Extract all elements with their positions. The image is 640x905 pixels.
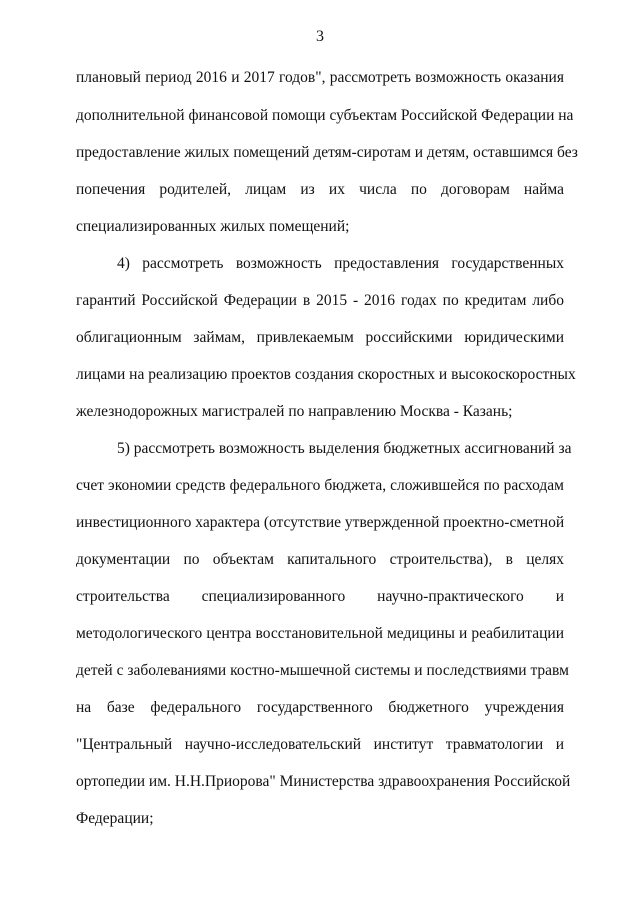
text-line: Федерации; — [76, 810, 154, 827]
text-line: счет экономии средств федерального бюджета, сложившейся по расходам — [76, 477, 564, 494]
text-line: инвестиционного характера (отсутствие утвержденной проектно-сметной — [76, 514, 565, 531]
text-line: методологического центра восстановительной медицины и реабилитации — [76, 625, 564, 642]
text-line: специализированных жилых помещений; — [76, 218, 350, 235]
text-line: попечения родителей, лицам из их числа по договорам найма — [76, 181, 564, 198]
text-line: предоставление жилых помещений детям-сиротам и детям, оставшимся без — [76, 144, 578, 161]
text-line: на базе федерального государственного бюджетного учреждения — [76, 699, 564, 716]
text-line: плановый период 2016 и 2017 годов", рассмотреть возможность оказания — [76, 69, 564, 86]
text-line: детей с заболеваниями костно-мышечной системы и последствиями травм — [76, 662, 569, 679]
text-line: документации по объектам капитального строительства), в целях — [76, 551, 564, 568]
text-line: строительства специализированного научно-практического и — [76, 588, 564, 605]
page-number: 3 — [316, 28, 324, 45]
text-line: дополнительной финансовой помощи субъектам Российской Федерации на — [76, 107, 574, 124]
text-line: 4) рассмотреть возможность предоставления государственных — [117, 255, 564, 272]
text-line: железнодорожных магистралей по направлению Москва - Казань; — [76, 403, 513, 420]
text-line: ортопедии им. Н.Н.Приорова" Министерства здравоохранения Российской — [76, 773, 571, 790]
text-line: облигационным займам, привлекаемым российскими юридическими — [76, 329, 564, 346]
text-line: "Центральный научно-исследовательский институт травматологии и — [76, 736, 564, 753]
text-line: лицами на реализацию проектов создания скоростных и высокоскоростных — [76, 366, 576, 383]
text-line: гарантий Российской Федерации в 2015 - 2016 годах по кредитам либо — [76, 292, 564, 309]
text-line: 5) рассмотреть возможность выделения бюджетных ассигнований за — [117, 440, 572, 457]
